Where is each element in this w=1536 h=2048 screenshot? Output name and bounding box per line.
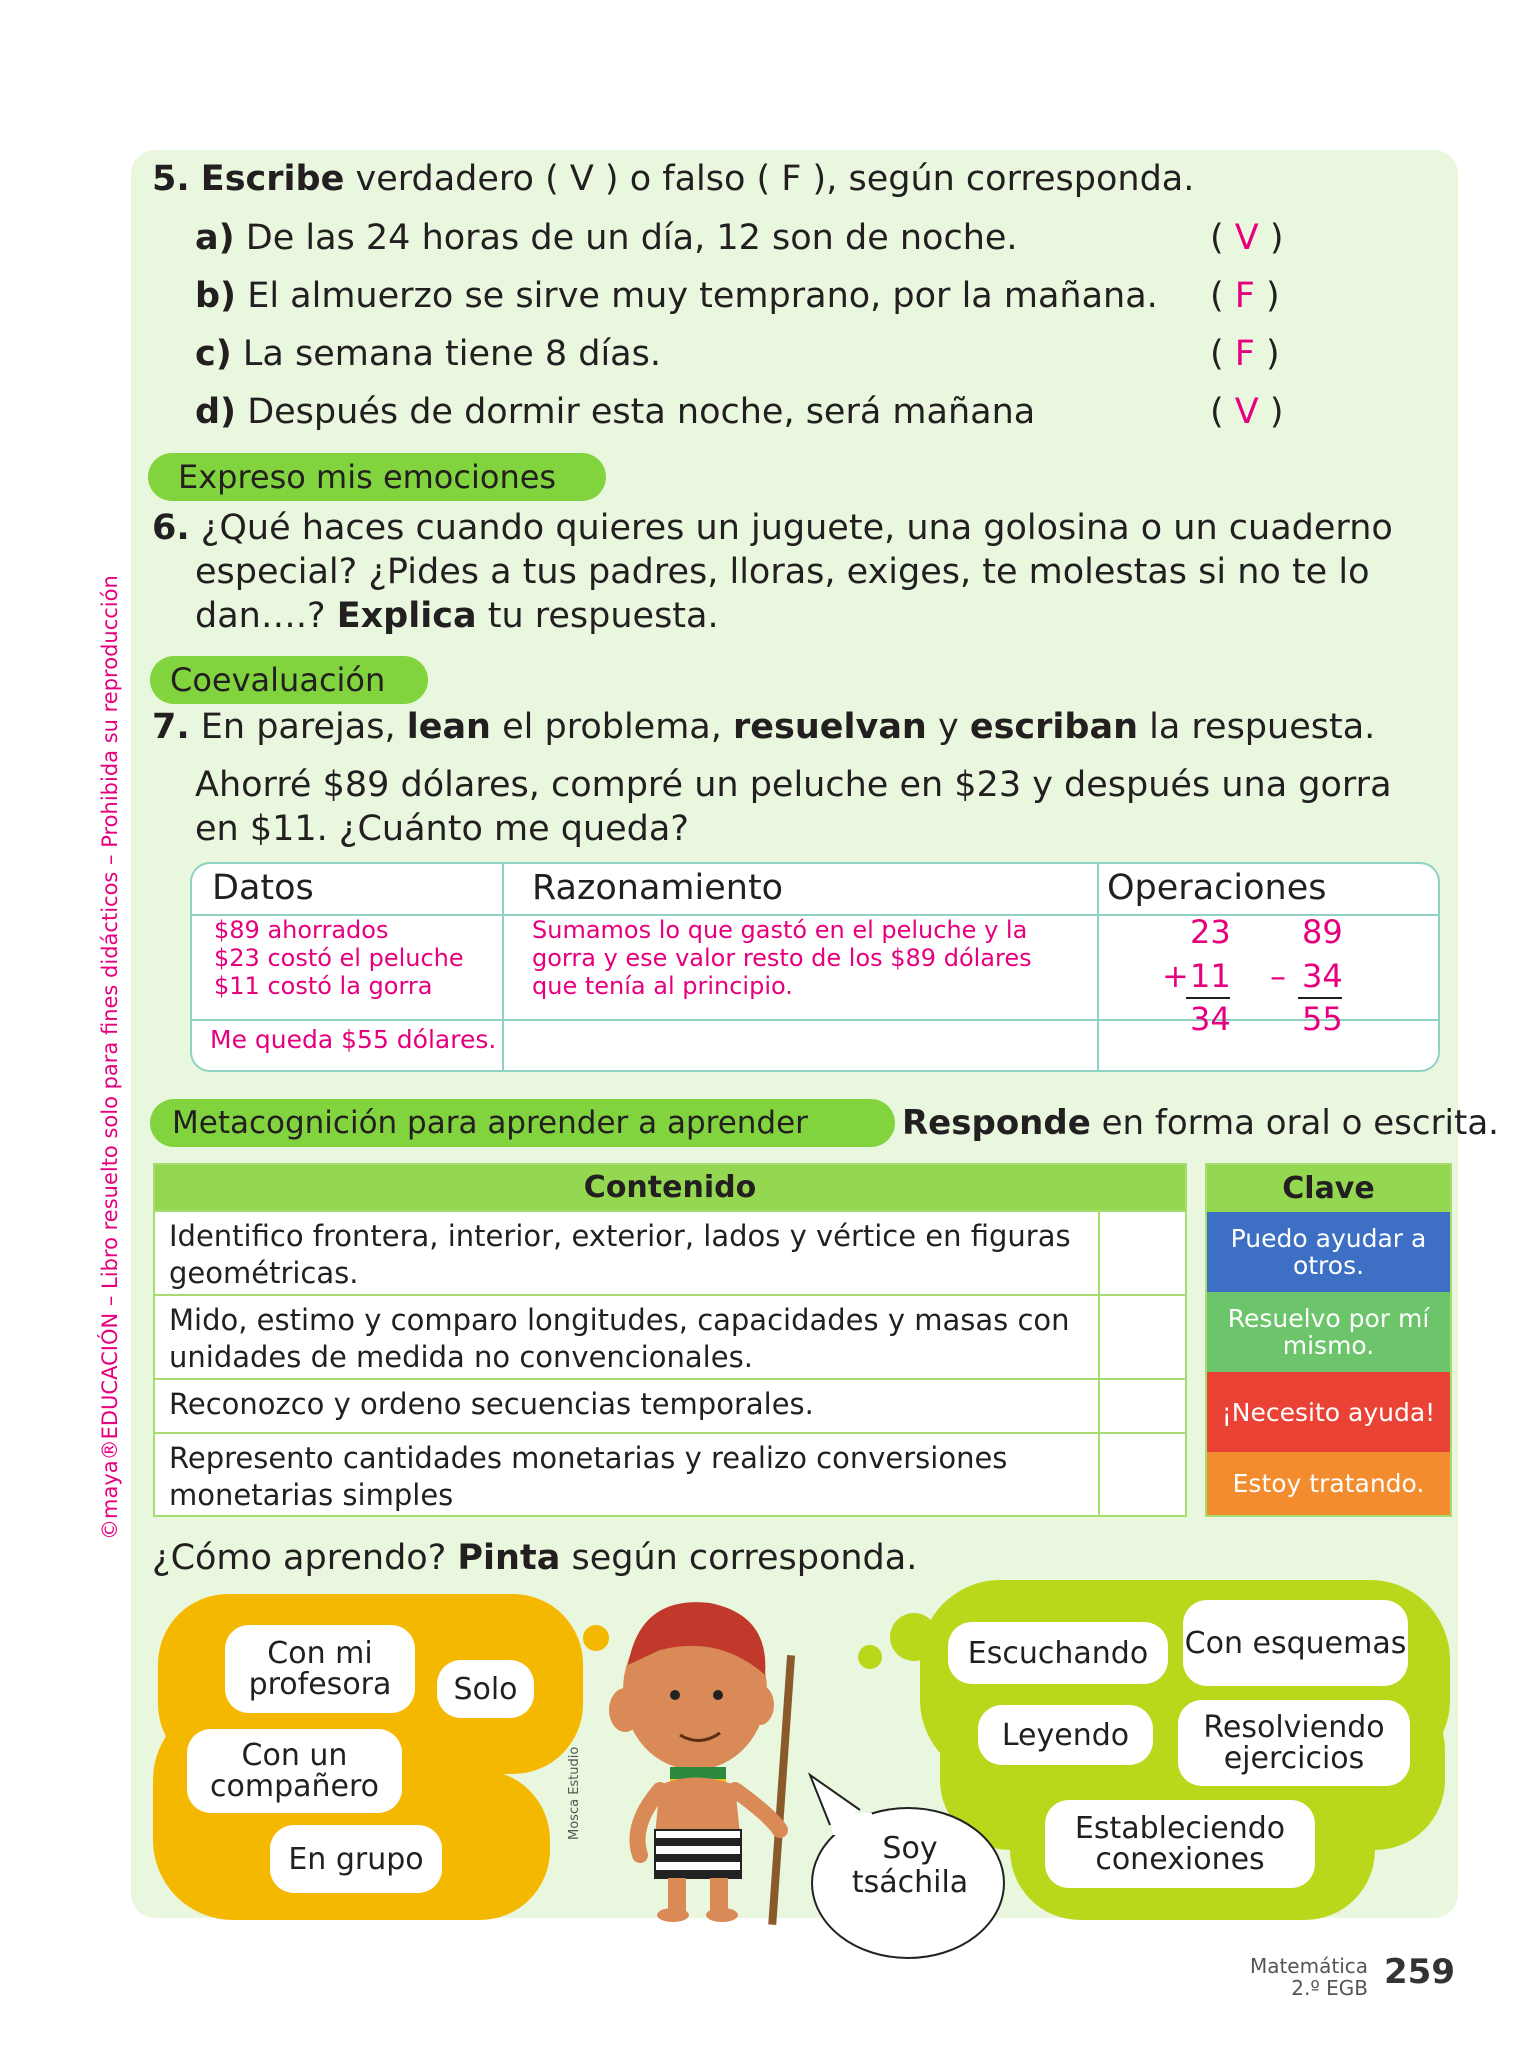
clave-header: Clave xyxy=(1207,1165,1450,1212)
contenido-row: Mido, estimo y comparo longitudes, capacidades y masas con unidades de medida no convencionales. xyxy=(155,1294,1185,1378)
q5-item-b: b) El almuerzo se sirve muy temprano, por la mañana. xyxy=(195,276,1158,316)
q5-item-c: c) La semana tiene 8 días. xyxy=(195,334,661,374)
q5-answer-a[interactable]: ( V ) xyxy=(1210,218,1284,258)
contenido-header: Contenido xyxy=(155,1165,1185,1210)
section-emociones: Expreso mis emociones xyxy=(148,453,606,501)
contenido-row: Represento cantidades monetarias y realizo conversiones monetarias simples xyxy=(155,1432,1185,1517)
como-aprendo-prompt: ¿Cómo aprendo? Pinta según corresponda. xyxy=(152,1538,918,1578)
answer-text[interactable]: Me queda $55 dólares. xyxy=(210,1025,497,1054)
speech-text: Soy tsáchila xyxy=(851,1831,969,1900)
chip-estableciendo-conexiones[interactable]: Estableciendo conexiones xyxy=(1045,1800,1315,1888)
q7-solution-table xyxy=(190,862,1440,1072)
chip-leyendo[interactable]: Leyendo xyxy=(978,1705,1153,1765)
op1-a: 23 xyxy=(1190,913,1231,951)
copyright-sidebar: ©maya®EDUCACIÓN – Libro resuelto solo para fines didácticos – Prohibida su reproducción xyxy=(98,575,122,1540)
op2-b: 34 xyxy=(1302,957,1343,995)
q5-item-d: d) Después de dormir esta noche, será mañana xyxy=(195,392,1036,432)
op1-b: 11 xyxy=(1190,957,1231,995)
q7-statement: 7. En parejas, lean el problema, resuelvan y escriban la respuesta. xyxy=(152,707,1376,747)
contenido-table xyxy=(153,1163,1187,1517)
contenido-row: Reconozco y ordeno secuencias temporales. xyxy=(155,1378,1185,1432)
header-razonamiento: Razonamiento xyxy=(532,868,784,908)
clave-legend xyxy=(1205,1163,1452,1517)
section-coevaluacion: Coevaluación xyxy=(150,656,428,704)
q6-line1: 6. ¿Qué haces cuando quieres un juguete, una golosina o un cuaderno xyxy=(152,508,1393,548)
page-number: 259 xyxy=(1384,1952,1455,1992)
meta-instruction: Responde en forma oral o escrita. xyxy=(902,1103,1499,1143)
op2-sign: – xyxy=(1270,957,1286,995)
q7-problem-line1: Ahorré $89 dólares, compré un peluche en $23 y después una gorra xyxy=(195,765,1392,805)
header-datos: Datos xyxy=(212,868,314,908)
header-operaciones: Operaciones xyxy=(1107,868,1327,908)
chip-con-mi-profesora[interactable]: Con mi profesora xyxy=(225,1625,415,1713)
datos-list: $89 ahorrados $23 costó el peluche $11 costó la gorra xyxy=(214,916,464,1000)
footer-subject: Matemática 2.º EGB xyxy=(1249,1954,1368,2000)
illustration-credit: Mosca Estudio xyxy=(567,1746,582,1840)
op1-result: 34 xyxy=(1190,1000,1231,1038)
q5-item-a: a) De las 24 horas de un día, 12 son de noche. xyxy=(195,218,1018,258)
q5-answer-d[interactable]: ( V ) xyxy=(1210,392,1284,432)
q5-answer-b[interactable]: ( F ) xyxy=(1210,276,1280,316)
section-metacognicion: Metacognición para aprender a aprender xyxy=(150,1099,895,1147)
q7-problem-line2: en $11. ¿Cuánto me queda? xyxy=(195,809,689,849)
chip-solo[interactable]: Solo xyxy=(437,1660,534,1718)
clave-tratando: Estoy tratando. xyxy=(1207,1452,1450,1515)
chip-resolviendo-ejercicios[interactable]: Resolviendo ejercicios xyxy=(1178,1700,1410,1786)
chip-en-grupo[interactable]: En grupo xyxy=(270,1825,442,1893)
clave-mismo: Resuelvo por mí mismo. xyxy=(1207,1292,1450,1372)
q5-answer-c[interactable]: ( F ) xyxy=(1210,334,1280,374)
op1-sign: + xyxy=(1162,957,1189,995)
op2-result: 55 xyxy=(1302,1000,1343,1038)
contenido-row: Identifico frontera, interior, exterior, lados y vértice en figuras geométricas. xyxy=(155,1210,1185,1294)
q6-line2: especial? ¿Pides a tus padres, lloras, exiges, te molestas si no te lo xyxy=(195,552,1370,592)
q6-line3: dan….? Explica tu respuesta. xyxy=(195,596,719,636)
chip-con-esquemas[interactable]: Con esquemas xyxy=(1183,1600,1408,1686)
chip-con-un-companero[interactable]: Con un compañero xyxy=(187,1729,402,1813)
clave-ayudar: Puedo ayudar a otros. xyxy=(1207,1212,1450,1292)
clave-necesito: ¡Necesito ayuda! xyxy=(1207,1372,1450,1452)
chip-escuchando[interactable]: Escuchando xyxy=(948,1622,1168,1684)
op2-a: 89 xyxy=(1302,913,1343,951)
q5-statement: 5. Escribe verdadero ( V ) o falso ( F ), según corresponda. xyxy=(152,159,1195,199)
razonamiento-text: Sumamos lo que gastó en el peluche y la gorra y ese valor resto de los $89 dólares que tenía al principio. xyxy=(532,916,1032,1000)
